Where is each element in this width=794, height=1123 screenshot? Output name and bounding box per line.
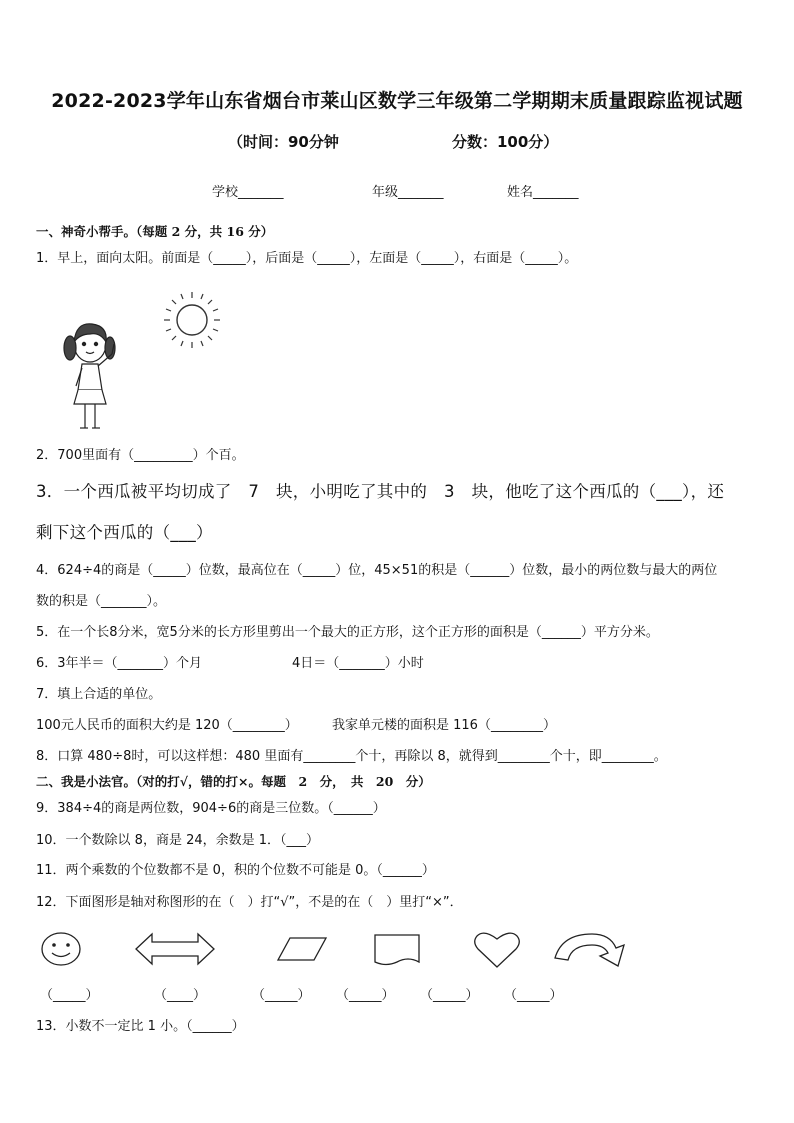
parallelogram-icon [276,935,328,963]
question-9: 9．384÷4的商是两位数，904÷6的商是三位数。（______） [36,801,386,816]
question-5: 5．在一个长8分米，宽5分米的长方形里剪出一个最大的正方形，这个正方形的面积是（______）平方分米。 [36,625,659,640]
flag-shape-icon [372,932,422,968]
question-11: 11．两个乘数的个位数都不是 0，积的个位数不可能是 0。（______） [36,863,435,878]
question-4-line-2: 数的积是（_______）。 [36,594,167,609]
question-13: 13．小数不一定比 1 小。（______） [36,1019,245,1034]
question-7-part-b: 我家单元楼的面积是 116（________） [332,718,556,733]
heart-icon [472,929,522,971]
question-6-part-b: 4日＝（_______）小时 [292,656,424,671]
question-12: 12．下面图形是轴对称图形的在（ ）打“√”，不是的在（ ）里打“×”． [36,895,463,910]
q12-answer-blank-2[interactable]: （____） [154,988,207,1003]
girl-and-sun-illustration [40,282,240,440]
sun-icon [164,292,220,348]
question-3-line-1: 3．一个西瓜被平均切成了 7 块，小明吃了其中的 3 块，他吃了这个西瓜的（___），还 [36,482,725,501]
question-4-line-1: 4．624÷4的商是（_____）位数，最高位在（_____）位，45×51的积是（______）位数，最小的两位数与最大的两位 [36,563,718,578]
grade-field[interactable]: 年级_______ [372,185,444,200]
q12-answer-blank-4[interactable]: （_____） [336,988,395,1003]
q12-answer-blank-1[interactable]: （_____） [40,988,99,1003]
question-2: 2．700里面有（_________）个百。 [36,448,245,463]
q12-answer-blank-5[interactable]: （_____） [420,988,479,1003]
school-field[interactable]: 学校_______ [212,185,284,200]
name-field[interactable]: 姓名_______ [507,185,579,200]
exam-score: 分数：100分） [452,133,559,151]
double-arrow-icon [134,931,216,967]
question-7: 7．填上合适的单位。 [36,687,162,702]
question-7-part-a: 100元人民币的面积大约是 120（________） [36,718,298,733]
q12-answer-blank-3[interactable]: （_____） [252,988,311,1003]
smiley-face-icon [38,930,84,968]
girl-figure [64,324,115,428]
question-3-line-2: 剩下这个西瓜的（___） [36,523,213,542]
question-1: 1．早上，面向太阳。前面是（_____），后面是（_____），左面是（_____），右面是（_____）。 [36,251,578,266]
curved-arrow-icon [552,928,632,972]
question-6-part-a: 6．3年半＝（_______）个月 [36,656,203,671]
question-8: 8．口算 480÷8时，可以这样想：480 里面有________个十，再除以 8，就得到________个十，即________。 [36,749,667,764]
page-title: 2022-2023学年山东省烟台市莱山区数学三年级第二学期期末质量跟踪监视试题 [51,90,743,112]
question-10: 10．一个数除以 8，商是 24，余数是 1．（___） [36,833,320,848]
section-2-heading: 二、我是小法官。（对的打√，错的打×。每题 2 分， 共 20 分） [36,774,431,789]
section-1-heading: 一、神奇小帮手。（每题 2 分，共 16 分） [36,224,274,239]
q12-answer-blank-6[interactable]: （_____） [504,988,563,1003]
exam-time: （时间：90分钟 [228,133,339,151]
